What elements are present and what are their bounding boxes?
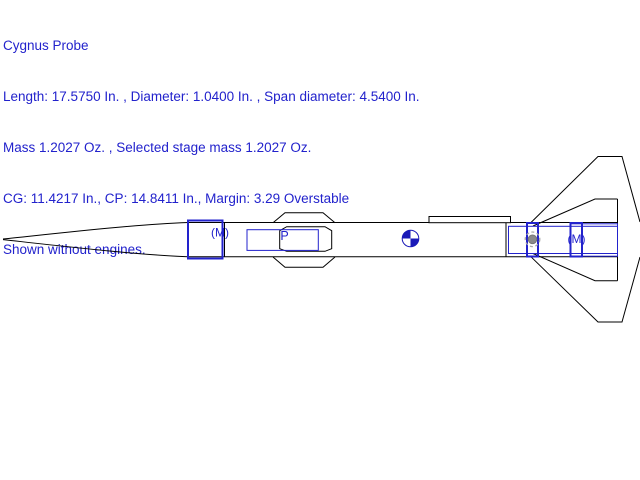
collar-upper-outline bbox=[273, 213, 335, 223]
nose-cone-upper-curve bbox=[3, 223, 188, 240]
cg-marker[interactable] bbox=[402, 230, 419, 247]
tail-mass-label: (M) bbox=[567, 232, 586, 246]
launch-lug[interactable] bbox=[429, 217, 511, 223]
design-title: Cygnus Probe bbox=[3, 38, 89, 53]
design-note: Shown without engines. bbox=[3, 242, 146, 257]
cp-dot bbox=[528, 235, 537, 244]
parachute-label: P bbox=[280, 229, 289, 243]
lower-fin-far bbox=[533, 254, 618, 281]
cg-quadrant-nw bbox=[402, 230, 410, 238]
upper-fin-near bbox=[531, 157, 640, 223]
nose-mass-label: (M) bbox=[211, 225, 229, 240]
lower-fin-near bbox=[531, 257, 640, 322]
cg-quadrant-se bbox=[411, 239, 419, 247]
nose-cone-lower-curve bbox=[3, 240, 188, 257]
fins[interactable] bbox=[531, 157, 640, 323]
design-stability: CG: 11.4217 In., CP: 14.8411 In., Margin: 3.29 Overstable bbox=[3, 191, 350, 206]
design-dimensions: Length: 17.5750 In. , Diameter: 1.0400 In. , Span diameter: 4.5400 In. bbox=[3, 89, 420, 104]
design-mass: Mass 1.2027 Oz. , Selected stage mass 1.2027 Oz. bbox=[3, 140, 312, 155]
nose-cone[interactable] bbox=[3, 223, 188, 257]
collar-lower-outline bbox=[273, 257, 335, 267]
upper-fin-far bbox=[533, 199, 618, 226]
